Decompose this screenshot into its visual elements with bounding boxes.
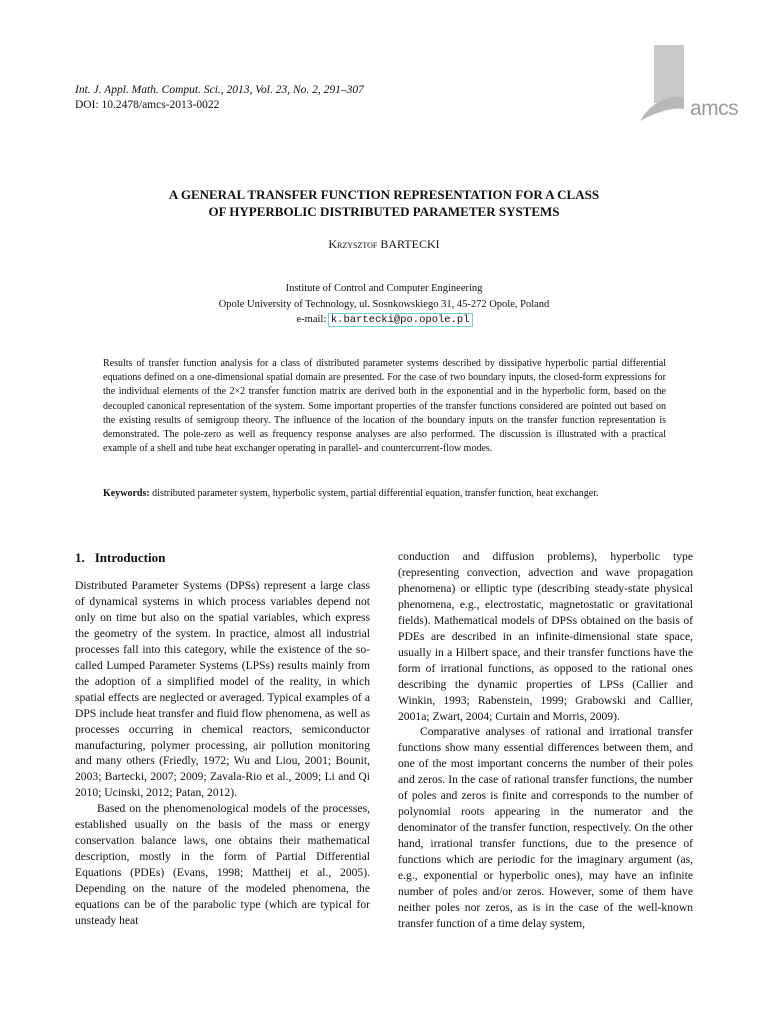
email-label: e-mail: <box>296 314 329 325</box>
affiliation-university: Opole University of Technology, ul. Sosnkowskiego 31, 45-272 Opole, Poland <box>218 298 550 310</box>
journal-citation: Int. J. Appl. Math. Comput. Sci., 2013, Vol. 23, No. 2, 291–307 <box>75 84 364 96</box>
left-paragraph-1: Distributed Parameter Systems (DPSs) represent a large class of dynamical systems in which process variables depend not only on time but also on the spatial variables, which express the geometry of the system. In practice, almost all industrial processes fall into this category, while the existence of the so-called Lumped Parameter Systems (LPSs) results mainly from the adoption of a simplified model of the reality, in which spatial effects are neglected or averaged. Typical examples of a DPS include heat transfer and fluid flow phenomena, as well as processes occurring in chemical reactors, semiconductor manufacturing, polymer processing, air pollution monitoring and many others (Friedly, 1972; Wu and Liou, 2001; Bounit, 2003; Bartecki, 2007; 2009; Zavala-Rio et al., 2009; Li and Qi 2010; Ucinski, 2012; Patan, 2012). <box>75 579 370 800</box>
section-title: Introduction <box>94 550 166 565</box>
affiliation-institute: Institute of Control and Computer Engineering <box>285 283 483 294</box>
amcs-logo-text: amcs <box>690 97 739 120</box>
doi-line: DOI: 10.2478/amcs-2013-0022 <box>75 99 220 111</box>
right-paragraph-1: conduction and diffusion problems), hyperbolic type (representing convection, advection and wave propagation phenomena) or elliptic type (describing steady-state physical phenomena, e.g., electrostatic, magnetostatic or gravitational fields). Mathematical models of DPSs obtained on the basis of PDEs are described in an infinite-dimensional state space, usually in a Hilbert space, and their transfer functions have the form of irrational functions, as opposed to the rational ones describing the dynamic properties of LPSs (Callier and Winkin, 1993; Rabenstein, 1999; Grabowski and Callier, 2001a; Zwart, 2004; Curtain and Morris, 2009). <box>398 550 693 723</box>
title-line-2: OF HYPERBOLIC DISTRIBUTED PARAMETER SYSTEMS <box>208 204 560 219</box>
affiliation <box>100 281 668 329</box>
keywords <box>103 487 666 501</box>
section-number: 1. <box>75 550 85 565</box>
email-link[interactable]: k.bartecki@po.opole.pl <box>330 314 470 326</box>
author-first-name: Krzysztof <box>328 237 378 251</box>
title-line-1: A GENERAL TRANSFER FUNCTION REPRESENTATION FOR A CLASS <box>168 187 600 202</box>
right-paragraph-2: Comparative analyses of rational and irrational transfer functions show many essential differences between them, and one of the most important concerns the number of their poles and zeros. In the case of rational transfer functions, the number of poles and zeros is finite and corresponds to the number of polynomial roots appearing in the numerator and the denominator of the transfer function, respectively. On the other hand, irrational transfer functions, due to the presence of functions which are periodic for the imaginary argument (as, e.g., exponential or hyperbolic ones), may have an infinite number of poles and/or zeros. However, some of them have neither poles nor zeros, as is in the case of the well-known transfer function of a time delay system, <box>398 725 693 930</box>
keywords-label: Keywords: <box>103 488 150 499</box>
abstract: Results of transfer function analysis for a class of distributed parameter systems described by dissipative hyperbolic partial differential equations defined on a one-dimensional spatial domain are presented. For the case of two boundary inputs, the closed-form expressions for the individual elements of the 2×2 transfer function matrix are derived both in the exponential and in the hyperbolic form, based on the decoupled canonical representation of the system. Some important properties of the transfer functions considered are pointed out based on the existing results of semigroup theory. The influence of the location of the boundary inputs on the transfer function representation is demonstrated. The pole-zero as well as frequency response analyses are also performed. The discussion is illustrated with a practical example of a shell and tube heat exchanger operating in parallel- and countercurrent-flow modes. <box>103 358 666 455</box>
author <box>100 237 668 252</box>
left-paragraph-2: Based on the phenomenological models of the processes, established usually on the basis of the mass or energy conservation balance laws, one obtains their mathematical description, mostly in the form of Partial Differential Equations (PDEs) (Evans, 1998; Mattheij et al., 2005). Depending on the nature of the modeled phenomena, the equations can be of the parabolic type (which are typical for unsteady heat <box>75 802 370 928</box>
paper-title <box>90 186 678 220</box>
section-heading <box>75 549 370 566</box>
right-column <box>398 549 693 932</box>
affiliation-email-line <box>100 312 668 329</box>
keywords-text: distributed parameter system, hyperbolic system, partial differential equation, transfer function, heat exchanger. <box>152 488 599 499</box>
left-column <box>75 549 370 929</box>
author-last-name: BARTECKI <box>380 237 440 251</box>
